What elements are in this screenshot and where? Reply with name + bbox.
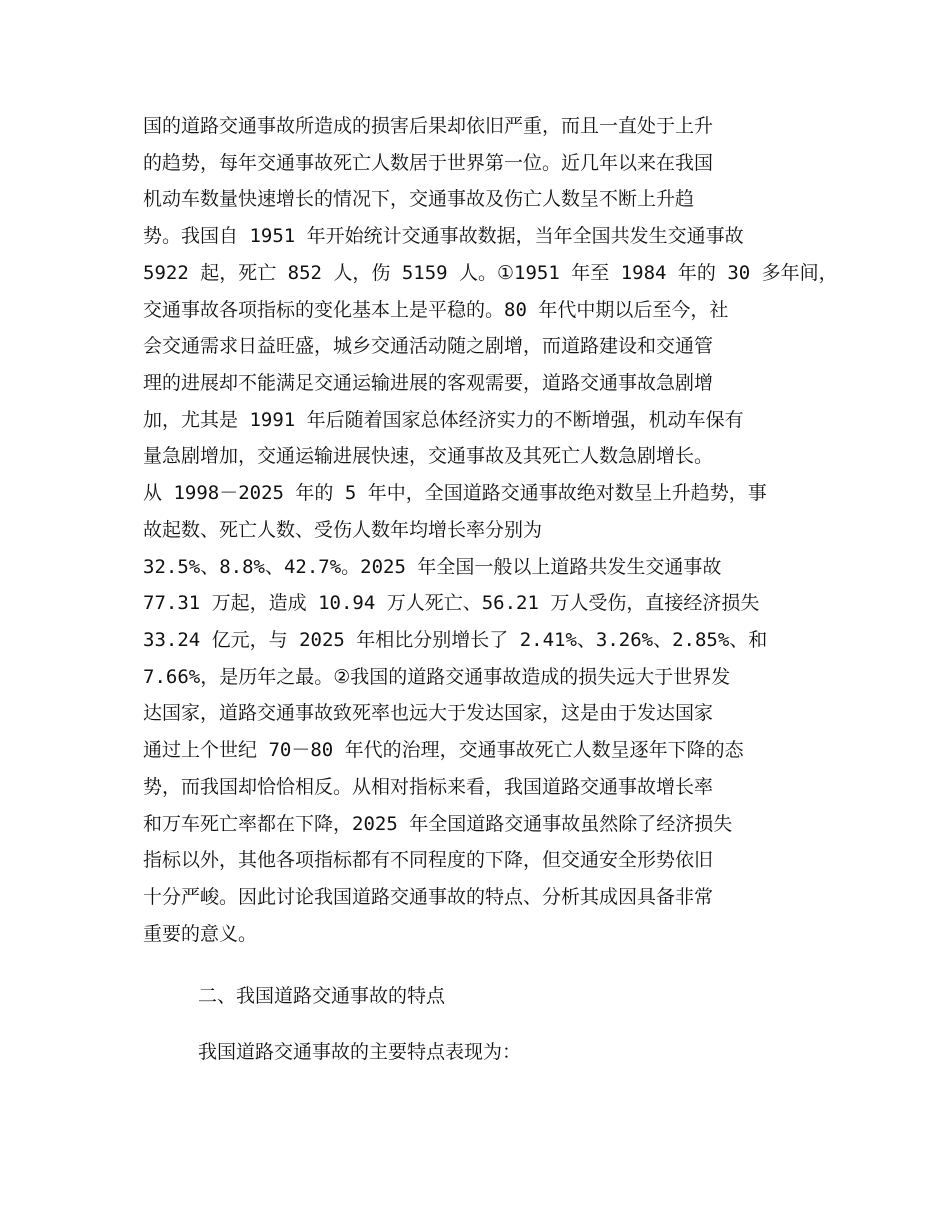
paragraph-line: 理的进展却不能满足交通运输进展的客观需要，道路交通事故急剧增 bbox=[143, 372, 714, 394]
paragraph-line: 7.66%，是历年之最。②我国的道路交通事故造成的损失远大于世界发 bbox=[143, 666, 731, 688]
paragraph-line: 会交通需求日益旺盛，城乡交通活动随之剧增，而道路建设和交通管 bbox=[143, 335, 714, 357]
paragraph-line: 32.5%、8.8%、42.7%。2025 年全国一般以上道路共发生交通事故 bbox=[143, 556, 722, 578]
paragraph-line: 从 1998－2025 年的 5 年中，全国道路交通事故绝对数呈上升趋势，事 bbox=[143, 482, 767, 504]
paragraph-line: 重要的意义。 bbox=[143, 923, 258, 945]
paragraph-line: 5922 起，死亡 852 人，伤 5159 人。①1951 年至 1984 年的 30 多年间， bbox=[143, 262, 838, 284]
paragraph-line: 国的道路交通事故所造成的损害后果却依旧严重，而且一直处于上升 bbox=[143, 115, 714, 137]
paragraph-line: 量急剧增加，交通运输进展快速，交通事故及其死亡人数急剧增长。 bbox=[143, 445, 714, 467]
section-heading: 二、我国道路交通事故的特点 bbox=[198, 985, 446, 1007]
paragraph-line: 势，而我国却恰恰相反。从相对指标来看，我国道路交通事故增长率 bbox=[143, 776, 714, 798]
paragraph-line: 故起数、死亡人数、受伤人数年均增长率分别为 bbox=[143, 519, 543, 541]
paragraph-line: 通过上个世纪 70－80 年代的治理，交通事故死亡人数呈逐年下降的态 bbox=[143, 739, 744, 761]
paragraph-line: 指标以外，其他各项指标都有不同程度的下降，但交通安全形势依旧 bbox=[143, 849, 714, 871]
paragraph-line: 77.31 万起，造成 10.94 万人死亡、56.21 万人受伤，直接经济损失 bbox=[143, 592, 760, 614]
paragraph-line: 33.24 亿元，与 2025 年相比分别增长了 2.41%、3.26%、2.85%、和 bbox=[143, 629, 768, 651]
paragraph-line: 达国家，道路交通事故致死率也远大于发达国家，这是由于发达国家 bbox=[143, 702, 714, 724]
paragraph-line: 和万车死亡率都在下降，2025 年全国道路交通事故虽然除了经济损失 bbox=[143, 813, 733, 835]
paragraph-line: 势。我国自 1951 年开始统计交通事故数据，当年全国共发生交通事故 bbox=[143, 225, 744, 247]
paragraph-line: 的趋势，每年交通事故死亡人数居于世界第一位。近几年以来在我国 bbox=[143, 152, 714, 174]
paragraph-line: 交通事故各项指标的变化基本上是平稳的。80 年代中期以后至今，社 bbox=[143, 299, 729, 321]
paragraph-line: 加，尤其是 1991 年后随着国家总体经济实力的不断增强，机动车保有 bbox=[143, 409, 744, 431]
paragraph-line: 机动车数量快速增长的情况下，交通事故及伤亡人数呈不断上升趋 bbox=[143, 188, 695, 210]
section-intro: 我国道路交通事故的主要特点表现为： bbox=[198, 1041, 522, 1063]
paragraph-line: 十分严峻。因此讨论我国道路交通事故的特点、分析其成因具备非常 bbox=[143, 886, 714, 908]
